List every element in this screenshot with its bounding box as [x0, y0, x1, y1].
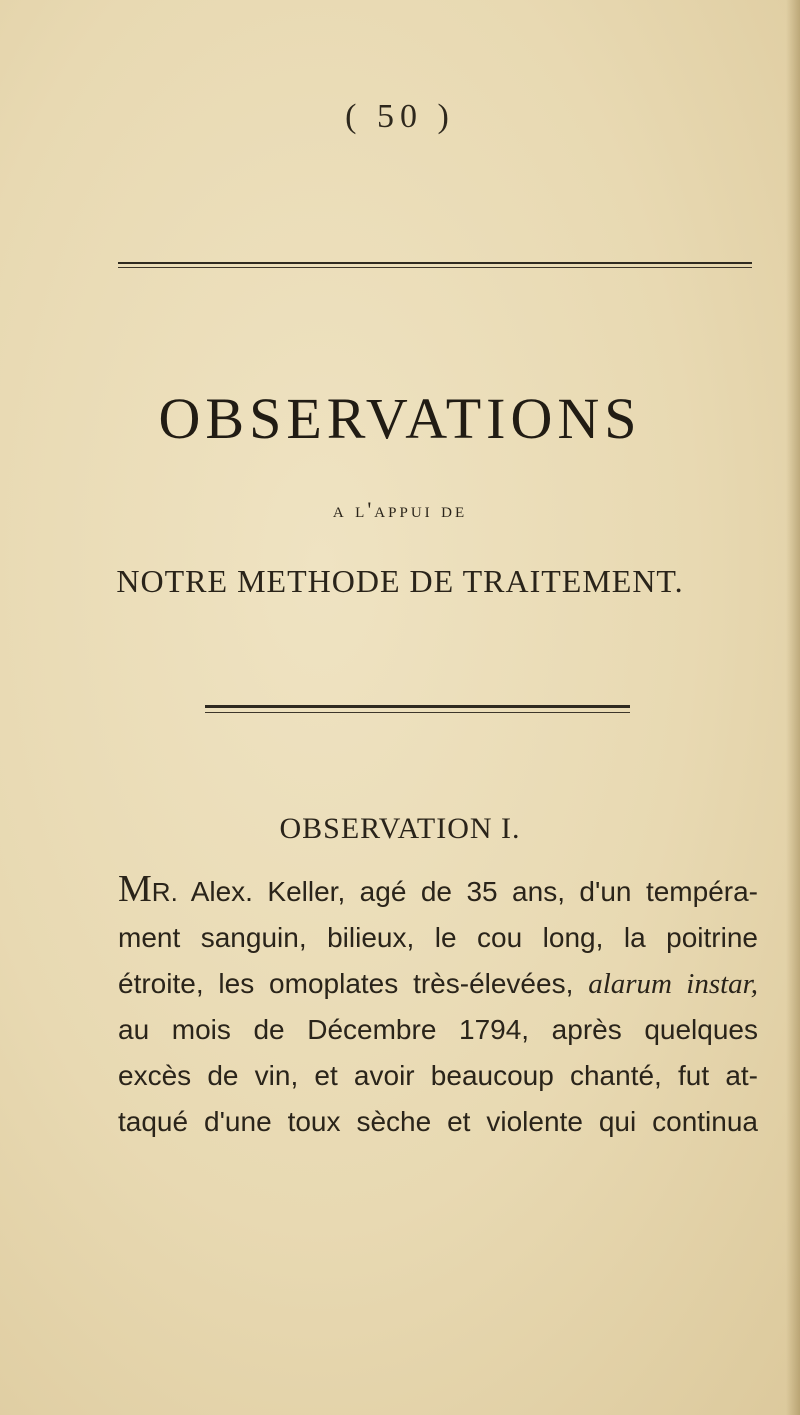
body-line-5: excès de vin, et avoir beaucoup chanté, fut at- [118, 1060, 758, 1091]
drop-cap: M [118, 868, 152, 910]
body-line-4: au mois de Décembre 1794, après quelques [118, 1014, 758, 1045]
page-edge-shadow [786, 0, 800, 1415]
chapter-subtitle: a l'appui de [332, 497, 468, 522]
line-text: Alex. Keller, agé de 35 ans, d'un tempéra- [177, 876, 758, 907]
chapter-title: OBSERVATIONS [158, 386, 642, 451]
line-text: étroite, les omoplates très-élevées, [118, 968, 589, 999]
section-rule [205, 705, 630, 708]
top-rule [118, 262, 752, 264]
top-rule-thin [118, 267, 752, 268]
latin-italic-phrase: alarum instar, [588, 968, 758, 1000]
small-caps-text: R. [151, 877, 178, 907]
body-line-2: ment sanguin, bilieux, le cou long, la poitrine [118, 922, 758, 953]
body-paragraph [118, 866, 758, 1145]
observation-heading: OBSERVATION I. [279, 812, 521, 845]
chapter-subtitle-main: NOTRE METHODE DE TRAITEMENT. [116, 563, 684, 599]
body-line-6: taqué d'une toux sèche et violente qui continua [118, 1106, 758, 1137]
body-line-1 [118, 866, 758, 915]
page-number: ( 50 ) [345, 98, 455, 135]
body-line-3 [118, 961, 758, 1007]
section-rule-thin [205, 712, 630, 713]
